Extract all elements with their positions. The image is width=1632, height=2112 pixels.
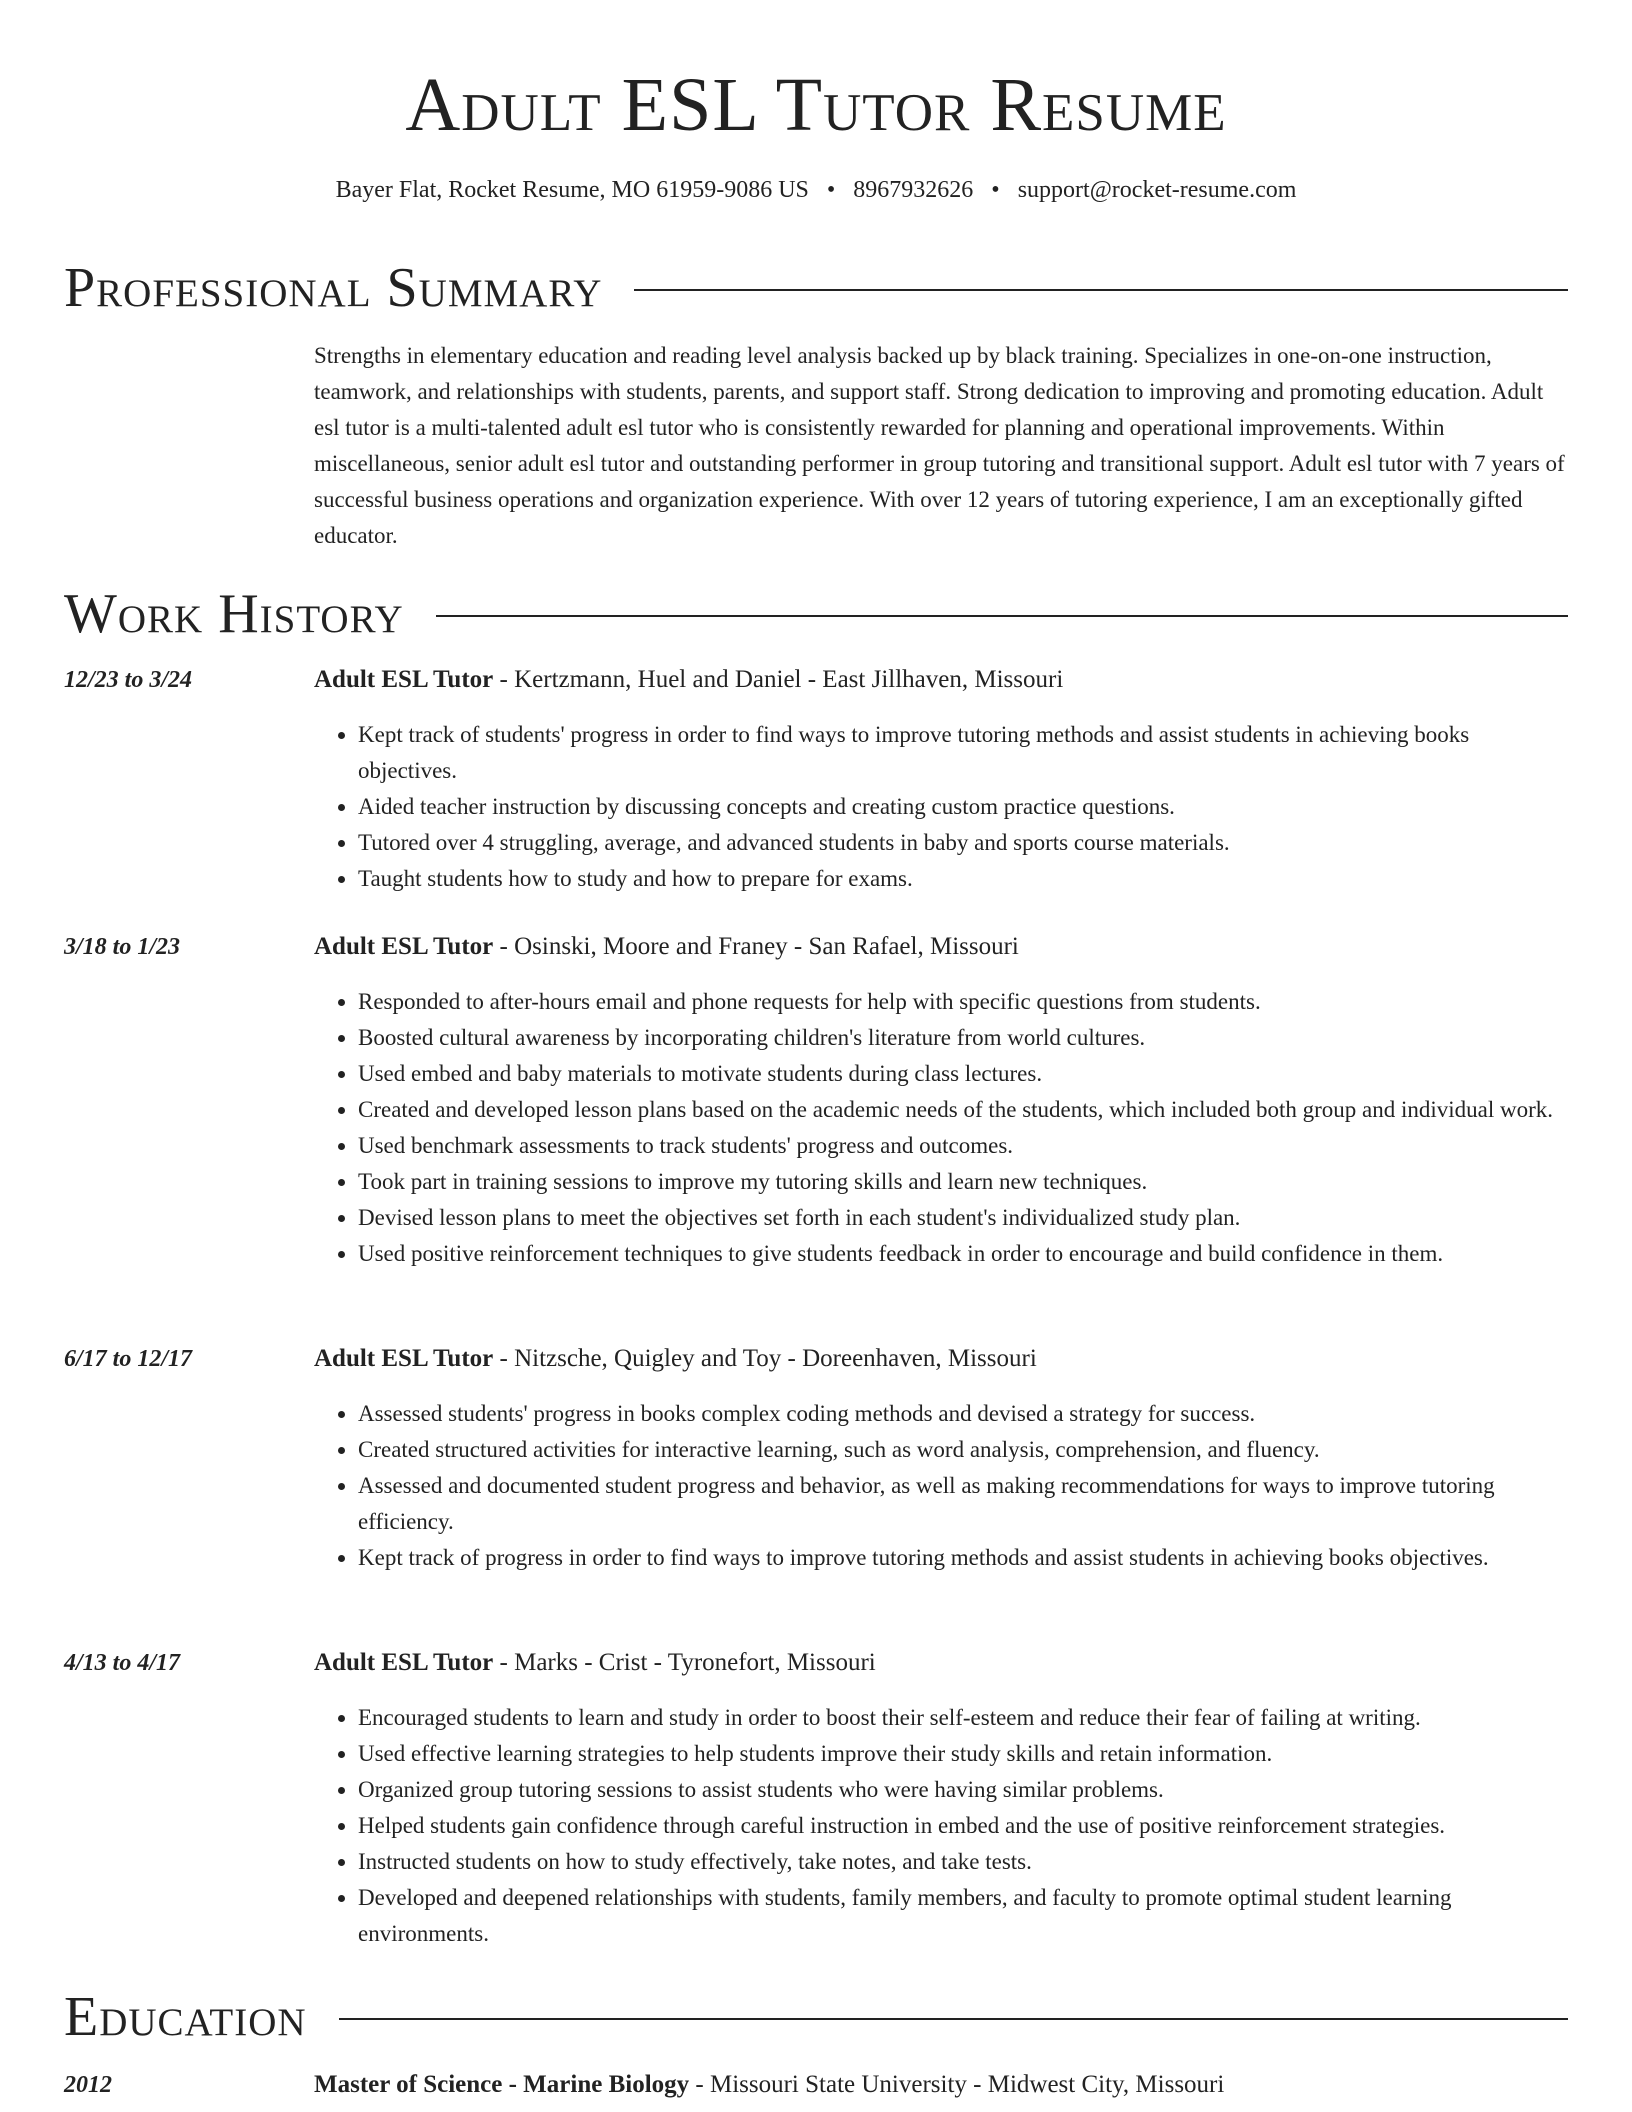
contact-address: Bayer Flat, Rocket Resume, MO 61959-9086 US <box>335 177 809 203</box>
job-bullet: • Took part in training sessions to improve my tutoring skills and learn new techniques. <box>358 1164 1568 1200</box>
job-bullets <box>314 1700 1568 1952</box>
section-divider <box>436 615 1568 617</box>
job-dates: 12/23 to 3/24 <box>64 667 193 693</box>
contact-separator: • <box>991 177 1000 203</box>
job-bullet: • Assessed and documented student progress and behavior, as well as making recommendations for ways to improve tutoring efficiency. <box>358 1468 1568 1540</box>
job-heading <box>314 930 1568 964</box>
job-bullet: • Assessed students' progress in books complex coding methods and devised a strategy for success. <box>358 1396 1568 1432</box>
section-education <box>64 1985 1568 2049</box>
job-bullet: • Created structured activities for interactive learning, such as word analysis, comprehension, and fluency. <box>358 1432 1568 1468</box>
job-heading <box>314 1646 1568 1680</box>
job-heading <box>314 663 1568 697</box>
contact-line <box>0 175 1632 205</box>
section-heading: Professional Summary <box>64 257 603 319</box>
job-bullet: • Aided teacher instruction by discussing concepts and creating custom practice questions. <box>358 789 1568 825</box>
job-employer: - Kertzmann, Huel and Daniel - East Jillhaven, Missouri <box>493 666 1064 693</box>
job-bullet: • Used effective learning strategies to help students improve their study skills and retain information. <box>358 1736 1568 1772</box>
education-degree: Master of Science - Marine Biology <box>314 2071 690 2098</box>
job-bullet: • Created and developed lesson plans based on the academic needs of the students, which included both group and individual work. <box>358 1092 1568 1128</box>
job-bullet: • Tutored over 4 struggling, average, and advanced students in baby and sports course materials. <box>358 825 1568 861</box>
job-bullet: • Responded to after-hours email and phone requests for help with specific questions from students. <box>358 984 1568 1020</box>
job-dates: 4/13 to 4/17 <box>64 1650 181 1676</box>
job-bullet: • Used embed and baby materials to motivate students during class lectures. <box>358 1056 1568 1092</box>
job-bullet: • Boosted cultural awareness by incorporating children's literature from world cultures. <box>358 1020 1568 1056</box>
section-professional-summary <box>64 256 1568 320</box>
job-bullet: • Used positive reinforcement techniques to give students feedback in order to encourage and build confidence in them. <box>358 1236 1568 1272</box>
section-heading: Education <box>64 1986 307 2048</box>
job-dates: 6/17 to 12/17 <box>64 1346 193 1372</box>
contact-email: support@rocket-resume.com <box>1017 177 1297 203</box>
job-bullets <box>314 717 1568 897</box>
job-bullet: • Instructed students on how to study effectively, take notes, and take tests. <box>358 1844 1568 1880</box>
job-bullet: • Kept track of progress in order to find ways to improve tutoring methods and assist students in achieving books objectives. <box>358 1540 1568 1576</box>
summary-text: Strengths in elementary education and reading level analysis backed up by black training. Specializes in one-on-one instruction, teamwork, and relationships with students, parents, and support staff. Strong dedication to improving and promoting education. Adult esl tutor is a multi-talented adult esl tutor who is consistently rewarded for planning and operational improvements. Within miscellaneous, senior adult esl tutor and outstanding performer in group tutoring and transitional support. Adult esl tutor with 7 years of successful business operations and organization experience. With over 12 years of tutoring experience, I am an exceptionally gifted educator. <box>314 343 1565 548</box>
job-bullet: • Developed and deepened relationships with students, family members, and faculty to promote optimal student learning environments. <box>358 1880 1568 1952</box>
section-divider <box>634 289 1568 291</box>
job-bullets <box>314 984 1568 1272</box>
job-bullet: • Used benchmark assessments to track students' progress and outcomes. <box>358 1128 1568 1164</box>
job-title: Adult ESL Tutor <box>314 1649 494 1676</box>
job-bullets <box>314 1396 1568 1576</box>
job-employer: - Marks - Crist - Tyronefort, Missouri <box>493 1649 876 1676</box>
contact-separator: • <box>826 177 836 203</box>
section-divider <box>339 2018 1568 2020</box>
job-employer: - Osinski, Moore and Franey - San Rafael, Missouri <box>493 933 1019 960</box>
job-employer: - Nitzsche, Quigley and Toy - Doreenhaven, Missouri <box>493 1345 1037 1372</box>
job-bullet: • Organized group tutoring sessions to assist students who were having similar problems. <box>358 1772 1568 1808</box>
job-bullet: • Devised lesson plans to meet the objectives set forth in each student's individualized study plan. <box>358 1200 1568 1236</box>
education-year: 2012 <box>64 2072 112 2098</box>
job-dates: 3/18 to 1/23 <box>64 934 181 960</box>
job-title: Adult ESL Tutor <box>314 1345 494 1372</box>
job-heading <box>314 1342 1568 1376</box>
section-heading: Work History <box>64 583 404 645</box>
contact-phone: 8967932626 <box>853 177 974 203</box>
job-bullet: • Taught students how to study and how to prepare for exams. <box>358 861 1568 897</box>
section-work-history <box>64 582 1568 646</box>
education-heading <box>314 2068 1568 2102</box>
education-school: - Missouri State University - Midwest City, Missouri <box>689 2071 1225 2098</box>
job-bullet: • Helped students gain confidence through careful instruction in embed and the use of positive reinforcement strategies. <box>358 1808 1568 1844</box>
job-title: Adult ESL Tutor <box>314 933 494 960</box>
job-bullet: • Kept track of students' progress in order to find ways to improve tutoring methods and assist students in achieving books objectives. <box>358 717 1568 789</box>
resume-title: Adult ESL Tutor Resume <box>405 63 1227 147</box>
job-title: Adult ESL Tutor <box>314 666 494 693</box>
job-bullet: • Encouraged students to learn and study in order to boost their self-esteem and reduce their fear of failing at writing. <box>358 1700 1568 1736</box>
